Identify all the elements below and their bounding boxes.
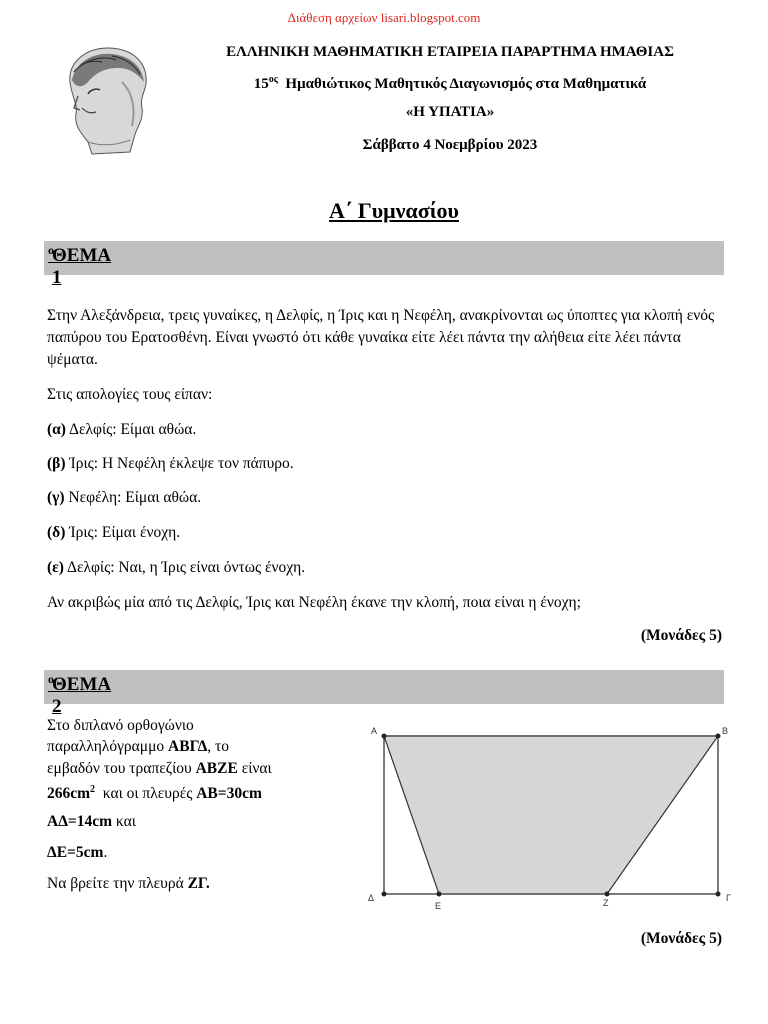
topic2-points: (Μονάδες 5) <box>640 930 722 947</box>
statement-e: (ε) Δελφίς: Ναι, η Ίρις είναι όντως ένοχη. <box>47 559 306 576</box>
statement-b: (β) Ίρις: Η Νεφέλη έκλεψε τον πάπυρο. <box>47 455 294 472</box>
label-a: A <box>371 726 378 736</box>
contest-date: Σάββατο 4 Νοεμβρίου 2023 <box>362 137 538 153</box>
point-b <box>716 734 721 739</box>
label-e: E <box>435 901 442 911</box>
statement-a: (α) Δελφίς: Είμαι αθώα. <box>47 421 197 438</box>
contest-name: $15^{o\varsigma}$ Ημαθιώτικος Μαθητικός Διαγωνισμός στα Μαθηματικά <box>253 74 647 92</box>
topic1-intro: Στην Αλεξάνδρεια, τρεις γυναίκες, η Δελφίς, η Ίρις και η Νεφέλη, ανακρίνονται ως ύποπτες για κλοπή ενός παπύρου του Ερατοσθένη. Είναι γνωστό ότι κάθε γυναίκα είτε λέει πάντα την αλήθεια είτε λέει πάντα ψέματα. <box>47 307 715 368</box>
watermark-link[interactable]: Διάθεση αρχείων lisari.blogspot.com <box>287 10 481 25</box>
topic2-line1: Στο διπλανό ορθογώνιο <box>47 717 194 734</box>
topic2-header: ΘΕΜΑ 2 $^o$ <box>44 670 724 704</box>
grade-title: Α΄ Γυμνασίου <box>329 198 459 223</box>
point-a <box>382 734 387 739</box>
point-z <box>605 892 610 897</box>
label-z: Z <box>603 898 609 908</box>
topic2-line4: $266cm^2$ και οι πλευρές ΑΒ=30cm <box>47 784 262 803</box>
contest-title: «Η ΥΠΑΤΙΑ» <box>405 104 495 120</box>
topic2-line5: ΑΔ=14cm και <box>47 813 136 830</box>
point-e <box>437 892 442 897</box>
label-g: Γ <box>726 893 731 903</box>
trapezoid-abze <box>384 736 718 894</box>
topic1-points: (Μονάδες 5) <box>640 627 722 644</box>
topic2-line7: Να βρείτε την πλευρά ΖΓ. <box>47 875 210 892</box>
statement-d: (δ) Ίρις: Είμαι ένοχη. <box>47 524 181 541</box>
topic1-question: Αν ακριβώς μία από τις Δελφίς, Ίρις και Νεφέλη έκανε την κλοπή, ποια είναι η ένοχη; <box>47 594 581 611</box>
label-d: Δ <box>368 893 375 903</box>
topic2-line2: παραλληλόγραμμο ΑΒΓΔ, το <box>47 738 230 755</box>
topic2-line6: ΔΕ=5cm. <box>47 844 108 861</box>
org-name: ΕΛΛΗΝΙΚΗ ΜΑΘΗΜΑΤΙΚΗ ΕΤΑΙΡΕΙΑ ΠΑΡΑΡΤΗΜΑ ΗΜΑΘΙΑΣ <box>226 44 674 60</box>
rectangle-trapezoid-diagram <box>360 720 745 915</box>
point-d <box>382 892 387 897</box>
topic1-header: ΘΕΜΑ 1 $^o$ <box>44 241 724 275</box>
label-b: B <box>722 726 729 736</box>
statement-c: (γ) Νεφέλη: Είμαι αθώα. <box>47 489 202 506</box>
point-g <box>716 892 721 897</box>
topic1-lead: Στις απολογίες τους είπαν: <box>47 386 213 403</box>
hypatia-portrait <box>52 42 164 160</box>
topic2-line3: εμβαδόν του τραπεζίου ΑΒΖΕ είναι <box>47 760 272 777</box>
